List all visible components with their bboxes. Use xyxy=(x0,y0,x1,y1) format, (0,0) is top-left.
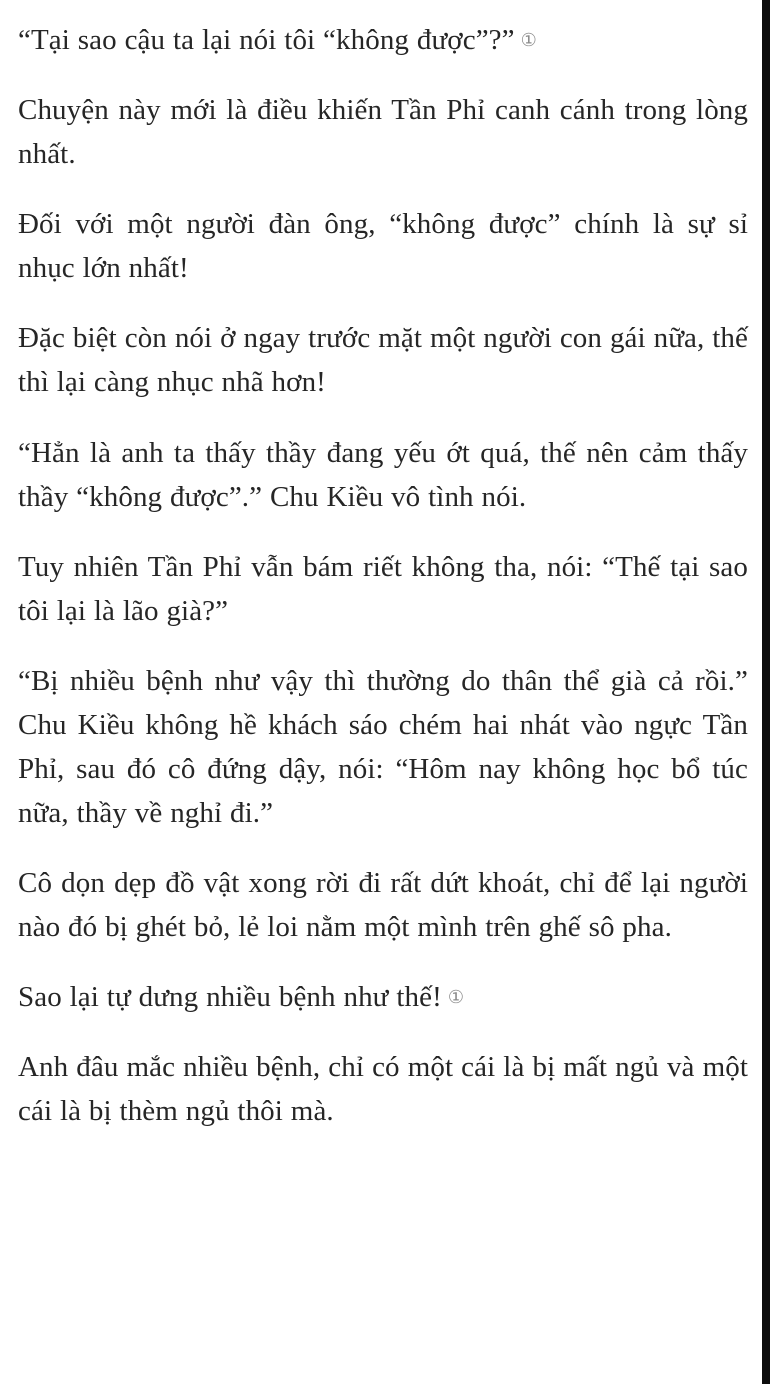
paragraph xyxy=(18,88,748,176)
novel-text-body xyxy=(18,18,748,1134)
paragraph-text: Chuyện này mới là điều khiến Tần Phỉ canh cánh trong lòng nhất. xyxy=(18,94,748,171)
paragraph xyxy=(18,659,748,835)
paragraph-text: Cô dọn dẹp đồ vật xong rời đi rất dứt khoát, chỉ để lại người nào đó bị ghét bỏ, lẻ loi nằm một mình trên ghế sô pha. xyxy=(18,867,748,944)
paragraph-text: “Hẳn là anh ta thấy thầy đang yếu ớt quá, thế nên cảm thấy thầy “không được”.” Chu Kiều vô tình nói. xyxy=(18,436,748,513)
right-edge-bar xyxy=(762,0,770,1384)
footnote-marker-icon[interactable]: ① xyxy=(447,987,465,1009)
paragraph xyxy=(18,1045,748,1133)
paragraph xyxy=(18,316,748,404)
paragraph-text: Đối với một người đàn ông, “không được” chính là sự sỉ nhục lớn nhất! xyxy=(18,208,748,285)
paragraph xyxy=(18,202,748,290)
footnote-marker-icon[interactable]: ① xyxy=(520,30,537,51)
paragraph xyxy=(18,861,748,949)
paragraph xyxy=(18,18,748,62)
paragraph-text: Tuy nhiên Tần Phỉ vẫn bám riết không tha, nói: “Thế tại sao tôi lại là lão già?” xyxy=(18,550,748,627)
paragraph-text: Sao lại tự dưng nhiều bệnh như thế! xyxy=(18,981,442,1014)
paragraph xyxy=(18,431,748,519)
paragraph xyxy=(18,975,748,1019)
paragraph xyxy=(18,545,748,633)
paragraph-text: Anh đâu mắc nhiều bệnh, chỉ có một cái là bị mất ngủ và một cái là bị thèm ngủ thôi mà. xyxy=(18,1051,748,1128)
paragraph-text: “Tại sao cậu ta lại nói tôi “không được”?” xyxy=(18,24,515,56)
paragraph-text: Đặc biệt còn nói ở ngay trước mặt một người con gái nữa, thế thì lại càng nhục nhã hơn! xyxy=(18,322,748,399)
paragraph-text: “Bị nhiều bệnh như vậy thì thường do thân thể già cả rồi.” Chu Kiều không hề khách sáo chém hai nhát vào ngực Tần Phỉ, sau đó cô đứng dậy, nói: “Hôm nay không học bổ túc nữa, thầy về nghỉ đi.” xyxy=(18,664,748,830)
